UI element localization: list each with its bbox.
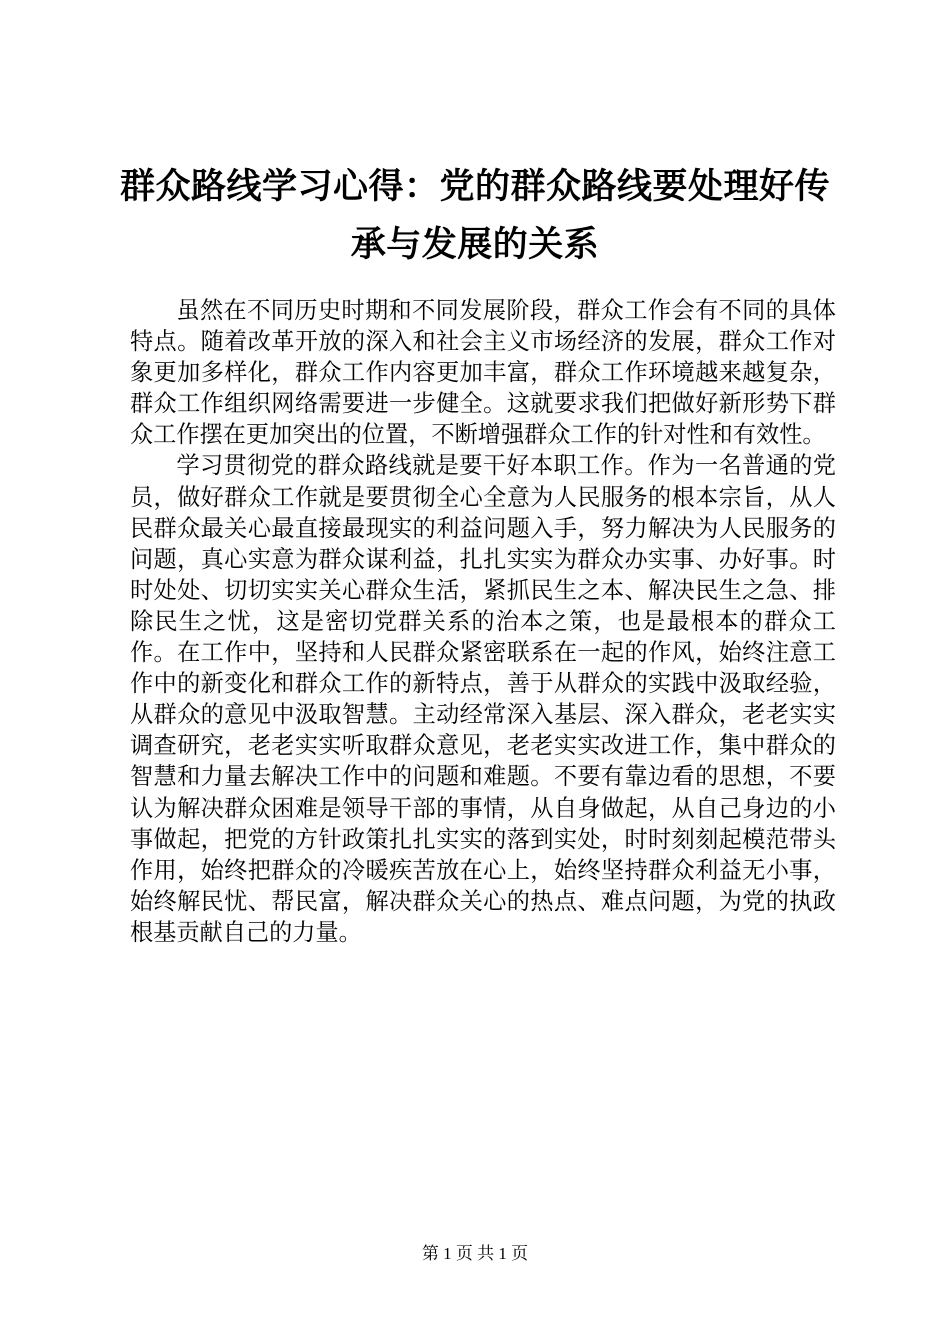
paragraph-2: 学习贯彻党的群众路线就是要干好本职工作。作为一名普通的党员，做好群众工作就是要贯彻全心全意为人民服务的根本宗旨，从人民群众最关心最直接最现实的利益问题入手，努力解决为人民服务的问题，真心实意为群众谋利益，扎扎实实为群众办实事、办好事。时时处处、切切实实关心群众生活，紧抓民生之本、解决民生之急、排除民生之忧，这是密切党群关系的治本之策，也是最根本的群众工作。在工作中，坚持和人民群众紧密联系在一起的作风，始终注意工作中的新变化和群众工作的新特点，善于从群众的实践中汲取经验，从群众的意见中汲取智慧。主动经常深入基层、深入群众，老老实实调查研究，老老实实听取群众意见，老老实实改进工作，集中群众的智慧和力量去解决工作中的问题和难题。不要有靠边看的思想，不要认为解决群众困难是领导干部的事情，从自身做起，从自己身边的小事做起，把党的方针政策扎扎实实的落到实处，时时刻刻起模范带头作用，始终把群众的冷暖疾苦放在心上，始终坚持群众利益无小事，始终解民忧、帮民富，解决群众关心的热点、难点问题，为党的执政根基贡献自己的力量。 xyxy=(130,452,836,946)
document-title xyxy=(100,158,850,274)
paragraph-1: 虽然在不同历史时期和不同发展阶段，群众工作会有不同的具体特点。随着改革开放的深入和社会主义市场经济的发展，群众工作对象更加多样化，群众工作内容更加丰富，群众工作环境越来越复杂，群众工作组织网络需要进一步健全。这就要求我们把做好新形势下群众工作摆在更加突出的位置，不断增强群众工作的针对性和有效性。 xyxy=(130,297,836,449)
page-footer: 第 1 页 共 1 页 xyxy=(421,1244,529,1263)
document-body xyxy=(130,295,836,948)
title-line-1: 群众路线学习心得：党的群众路线要处理好传 xyxy=(119,166,830,207)
title-line-2: 承与发展的关系 xyxy=(350,224,600,265)
